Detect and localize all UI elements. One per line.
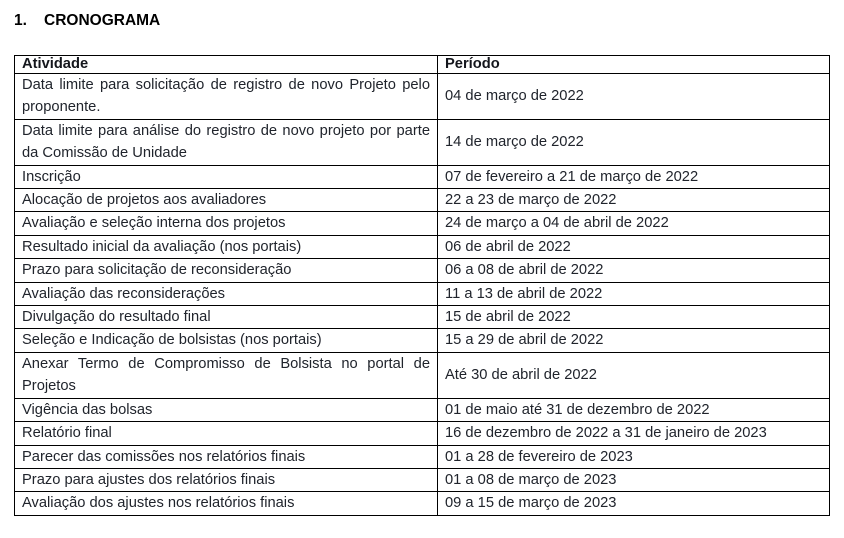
table-row <box>15 282 830 305</box>
table-row <box>15 398 830 421</box>
period-cell: 15 a 29 de abril de 2022 <box>438 329 830 352</box>
activity-cell: Resultado inicial da avaliação (nos portais) <box>15 235 438 258</box>
column-header-periodo: Período <box>438 56 830 74</box>
activity-cell: Anexar Termo de Compromisso de Bolsista no portal de Projetos <box>15 352 438 398</box>
period-cell: 11 a 13 de abril de 2022 <box>438 282 830 305</box>
period-cell: 24 de março a 04 de abril de 2022 <box>438 212 830 235</box>
section-title: CRONOGRAMA <box>44 12 161 29</box>
activity-cell: Inscrição <box>15 165 438 188</box>
period-cell: 06 a 08 de abril de 2022 <box>438 259 830 282</box>
table-body <box>15 74 830 516</box>
table-row <box>15 352 830 398</box>
period-cell: 09 a 15 de março de 2023 <box>438 492 830 515</box>
table-row <box>15 259 830 282</box>
period-cell: 01 a 28 de fevereiro de 2023 <box>438 445 830 468</box>
section-number: 1. <box>14 12 27 29</box>
table-row <box>15 74 830 120</box>
activity-cell: Avaliação dos ajustes nos relatórios finais <box>15 492 438 515</box>
table-row <box>15 445 830 468</box>
activity-cell: Avaliação e seleção interna dos projetos <box>15 212 438 235</box>
table-row <box>15 189 830 212</box>
column-header-atividade: Atividade <box>15 56 438 74</box>
activity-cell: Data limite para solicitação de registro de novo Projeto pelo proponente. <box>15 74 438 120</box>
table-row <box>15 212 830 235</box>
table-header-row <box>15 56 830 74</box>
period-cell: 04 de março de 2022 <box>438 74 830 120</box>
period-cell: 07 de fevereiro a 21 de março de 2022 <box>438 165 830 188</box>
period-cell: 16 de dezembro de 2022 a 31 de janeiro de 2023 <box>438 422 830 445</box>
table-row <box>15 329 830 352</box>
activity-cell: Prazo para solicitação de reconsideração <box>15 259 438 282</box>
activity-cell: Data limite para análise do registro de novo projeto por parte da Comissão de Unidade <box>15 119 438 165</box>
table-row <box>15 422 830 445</box>
section-heading <box>14 12 830 30</box>
activity-cell: Avaliação das reconsiderações <box>15 282 438 305</box>
activity-cell: Divulgação do resultado final <box>15 306 438 329</box>
activity-cell: Prazo para ajustes dos relatórios finais <box>15 468 438 491</box>
period-cell: 14 de março de 2022 <box>438 119 830 165</box>
period-cell: 01 de maio até 31 de dezembro de 2022 <box>438 398 830 421</box>
table-row <box>15 306 830 329</box>
period-cell: 06 de abril de 2022 <box>438 235 830 258</box>
table-row <box>15 235 830 258</box>
activity-cell: Relatório final <box>15 422 438 445</box>
activity-cell: Vigência das bolsas <box>15 398 438 421</box>
period-cell: 01 a 08 de março de 2023 <box>438 468 830 491</box>
cronograma-table <box>14 55 830 516</box>
activity-cell: Parecer das comissões nos relatórios finais <box>15 445 438 468</box>
period-cell: 15 de abril de 2022 <box>438 306 830 329</box>
table-row <box>15 468 830 491</box>
table-row <box>15 165 830 188</box>
period-cell: 22 a 23 de março de 2022 <box>438 189 830 212</box>
table-row <box>15 119 830 165</box>
activity-cell: Alocação de projetos aos avaliadores <box>15 189 438 212</box>
table-row <box>15 492 830 515</box>
period-cell: Até 30 de abril de 2022 <box>438 352 830 398</box>
activity-cell: Seleção e Indicação de bolsistas (nos portais) <box>15 329 438 352</box>
